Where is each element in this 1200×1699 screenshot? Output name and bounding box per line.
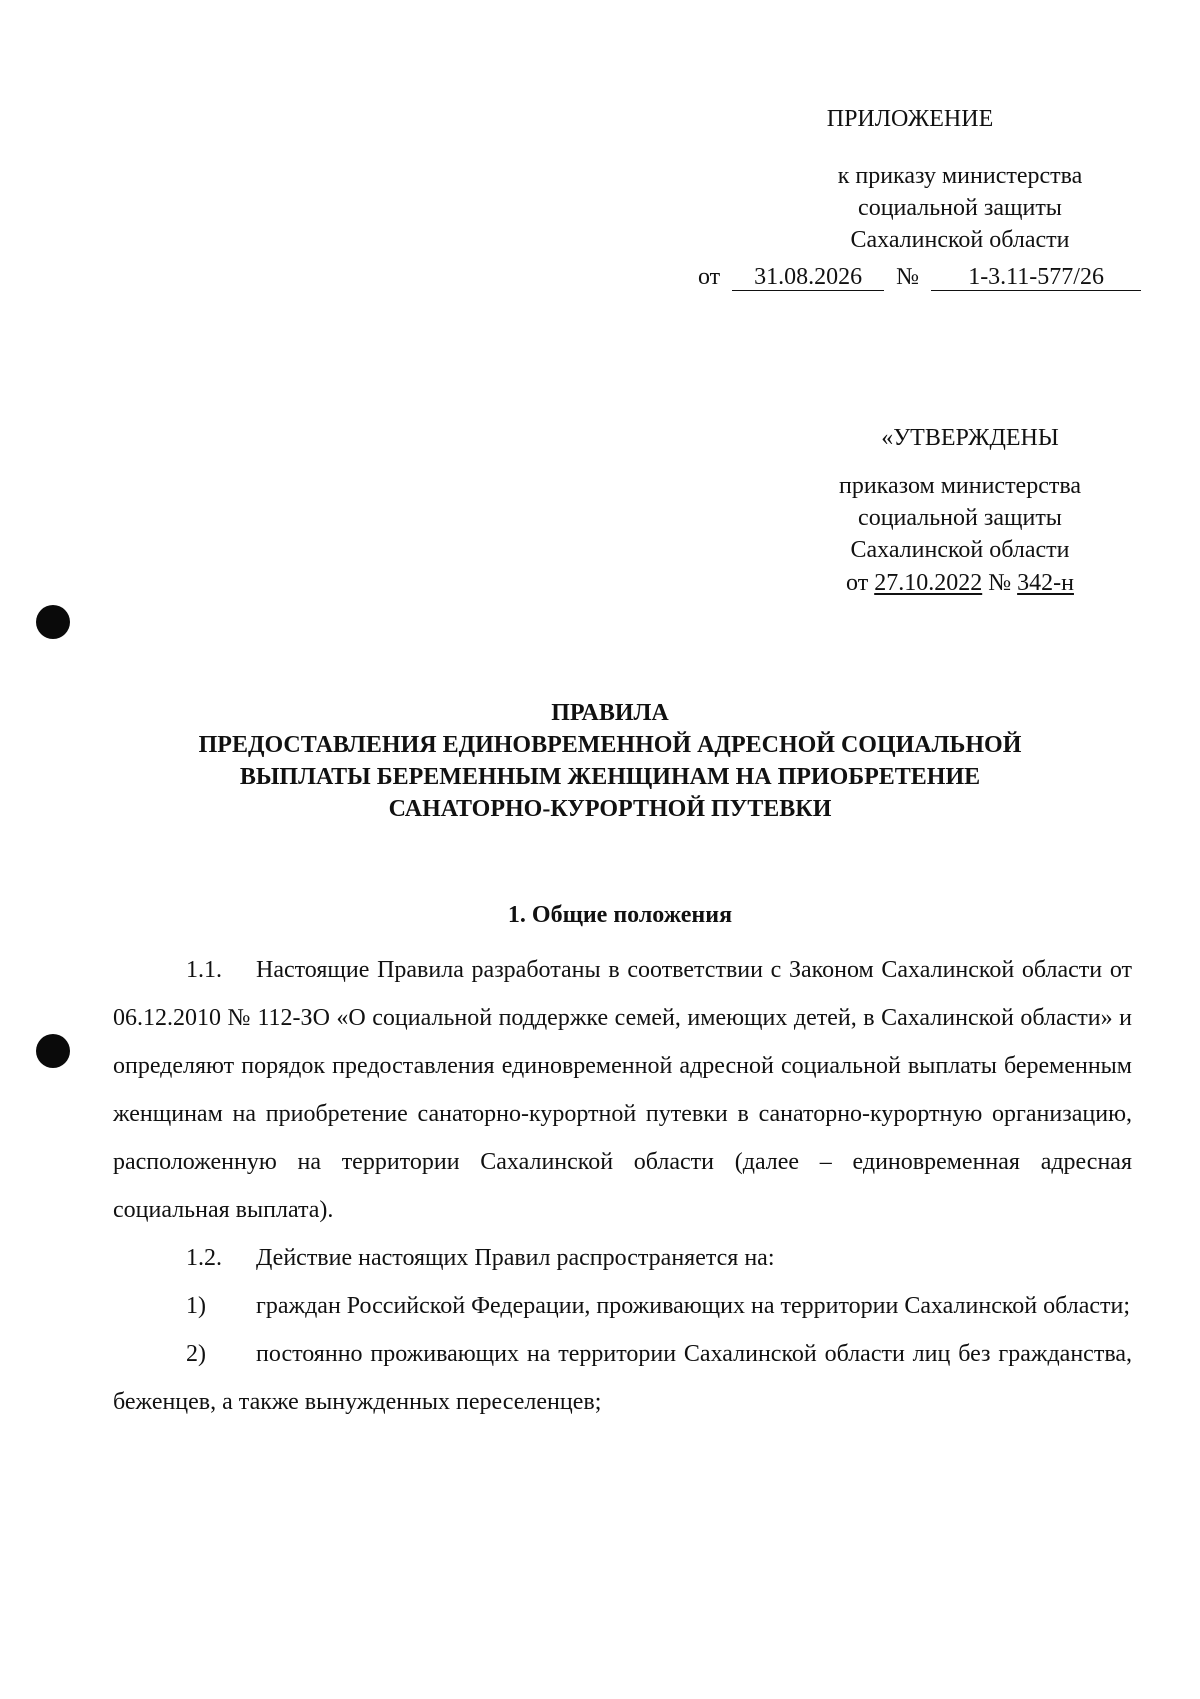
appendix-title: ПРИЛОЖЕНИЕ xyxy=(826,106,994,132)
appendix-basis xyxy=(760,160,1160,256)
list-item-number: 2) xyxy=(186,1341,206,1367)
hole-punch-mark xyxy=(36,1034,70,1068)
approved-line: социальной защиты xyxy=(858,505,1062,531)
appendix-order-reference xyxy=(698,261,1178,293)
approved-title: «УТВЕРЖДЕНЫ xyxy=(881,425,1059,451)
paragraph-number: 1.1. xyxy=(186,957,222,983)
title-line: САНАТОРНО-КУРОРТНОЙ ПУТЕВКИ xyxy=(388,796,832,822)
approved-line: приказом министерства xyxy=(838,473,1082,499)
paragraph-number: 1.2. xyxy=(186,1245,222,1271)
ref-prefix: от xyxy=(846,570,869,596)
document-body xyxy=(113,946,1132,1426)
approved-order-reference xyxy=(760,567,1160,599)
order-date: 31.08.2026 xyxy=(732,264,884,291)
paragraph-text: Действие настоящих Правил распространяется на: xyxy=(256,1245,775,1271)
list-item xyxy=(113,1330,1132,1426)
order-number: 1-3.11-577/26 xyxy=(931,264,1141,291)
paragraph-text: Настоящие Правила разработаны в соответствии с Законом Сахалинской области от 06.12.2010 № 112-ЗО «О социальной поддержке семей, имеющих детей, в Сахалинской области» и определяют порядок предоставления единовременной адресной социальной выплаты беременным женщинам на приобретение санаторно-курортной путевки в санаторно-курортную организацию, расположенную на территории Сахалинской области (далее – единовременная адресная социальная выплата). xyxy=(113,957,1132,1223)
approved-basis xyxy=(760,470,1160,566)
paragraph xyxy=(113,1234,1132,1282)
list-item xyxy=(113,1282,1132,1330)
number-sign: № xyxy=(896,264,920,290)
hole-punch-mark xyxy=(36,605,70,639)
paragraph xyxy=(113,946,1132,1234)
title-line: ВЫПЛАТЫ БЕРЕМЕННЫМ ЖЕНЩИНАМ НА ПРИОБРЕТЕНИЕ xyxy=(239,764,981,790)
list-item-text: граждан Российской Федерации, проживающих на территории Сахалинской области; xyxy=(256,1293,1131,1319)
ref-prefix: от xyxy=(698,264,721,290)
list-item-text: постоянно проживающих на территории Сахалинской области лиц без гражданства, беженцев, а также вынужденных переселенцев; xyxy=(113,1341,1132,1415)
title-line: ПРЕДОСТАВЛЕНИЯ ЕДИНОВРЕМЕННОЙ АДРЕСНОЙ СОЦИАЛЬНОЙ xyxy=(198,732,1022,758)
approved-line: Сахалинской области xyxy=(850,537,1070,563)
appendix-line: к приказу министерства xyxy=(837,163,1083,189)
appendix-line: Сахалинской области xyxy=(850,227,1070,253)
number-sign: № xyxy=(988,570,1012,596)
document-title xyxy=(110,697,1110,825)
appendix-line: социальной защиты xyxy=(858,195,1062,221)
list-item-number: 1) xyxy=(186,1293,206,1319)
approved-order-date: 27.10.2022 xyxy=(874,570,983,596)
title-line: ПРАВИЛА xyxy=(551,700,669,726)
approved-order-number: 342-н xyxy=(1017,570,1074,596)
section-heading: 1. Общие положения xyxy=(507,902,733,928)
